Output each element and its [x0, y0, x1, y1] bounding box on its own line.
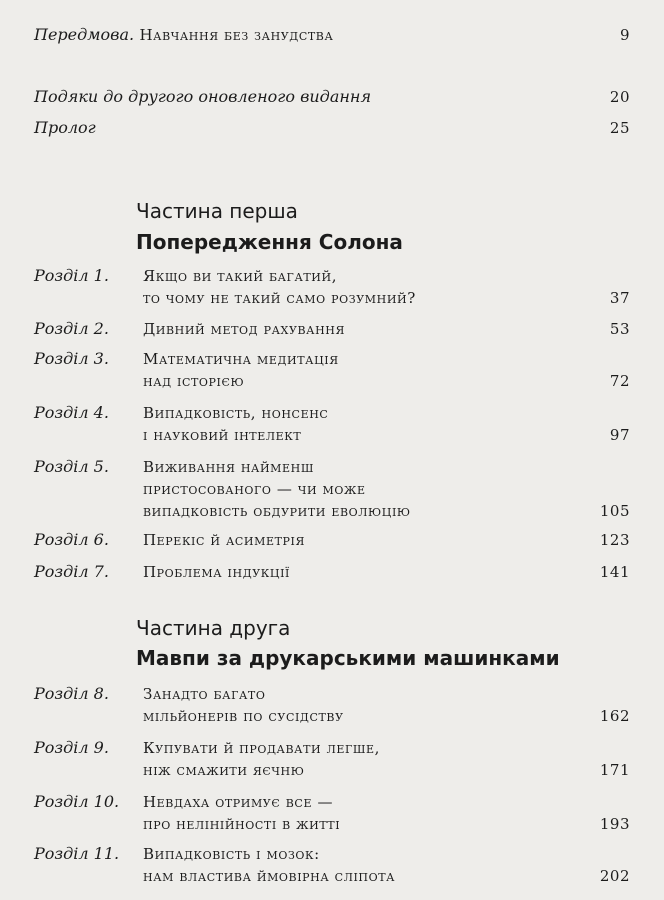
chapter-label: Розділ 8.: [34, 684, 109, 703]
page-number: 105: [599, 502, 630, 520]
entry-title: Подяки до другого оновленого видання: [34, 87, 372, 106]
part-label: Частина перша: [136, 199, 298, 223]
chapter-label: Розділ 7.: [34, 562, 109, 581]
chapter-title-line: Проблема індукції: [143, 563, 290, 581]
page-number: 72: [609, 372, 630, 390]
chapter-title-line: то чому не такий само розумний?: [143, 289, 416, 307]
page-number: 171: [599, 761, 630, 779]
chapter-title-line: Випадковість, нонсенс: [143, 404, 329, 422]
part-title: Мавпи за друкарськими машинками: [136, 646, 560, 670]
entry-label: Передмова.: [34, 25, 135, 44]
page-number: 141: [599, 563, 630, 581]
page-number: 162: [599, 707, 630, 725]
page-number: 20: [609, 88, 630, 106]
chapter-title-line: Математична медитація: [143, 350, 339, 368]
page-number: 193: [599, 815, 630, 833]
page-number: 9: [619, 26, 630, 44]
chapter-title-line: Занадто багато: [143, 685, 266, 703]
chapter-title-line: випадковість обдурити еволюцію: [143, 502, 411, 520]
chapter-title-line: Купувати й продавати легше,: [143, 739, 381, 757]
chapter-title-line: ніж смажити яєчню: [143, 761, 305, 779]
chapter-label: Розділ 3.: [34, 349, 109, 368]
chapter-title-line: Виживання найменш: [143, 458, 314, 476]
chapter-title-line: про нелінійності в житті: [143, 815, 341, 833]
entry-title: Пролог: [34, 118, 96, 137]
chapter-title-line: мільйонерів по сусідству: [143, 707, 344, 725]
chapter-label: Розділ 1.: [34, 266, 109, 285]
chapter-title-line: нам властива ймовірна сліпота: [143, 867, 396, 885]
chapter-title-line: і науковий інтелект: [143, 426, 302, 444]
chapter-label: Розділ 2.: [34, 319, 109, 338]
chapter-title-line: Перекіс й асиметрія: [143, 531, 305, 549]
chapter-title-line: Випадковість і мозок:: [143, 845, 320, 863]
page-number: 53: [609, 320, 630, 338]
page-number: 37: [609, 289, 630, 307]
page-number: 97: [609, 426, 630, 444]
chapter-label: Розділ 10.: [34, 792, 120, 811]
chapter-title-line: пристосованого — чи може: [143, 480, 366, 498]
chapter-label: Розділ 4.: [34, 403, 109, 422]
part-label: Частина друга: [136, 616, 291, 640]
entry-title: Навчання без занудства: [139, 26, 334, 44]
chapter-label: Розділ 6.: [34, 530, 109, 549]
part-title: Попередження Солона: [136, 230, 403, 254]
chapter-label: Розділ 9.: [34, 738, 109, 757]
chapter-title-line: Невдаха отримує все —: [143, 793, 334, 811]
chapter-label: Розділ 11.: [34, 844, 120, 863]
page-number: 25: [609, 119, 630, 137]
chapter-title-line: Якщо ви такий багатий,: [143, 267, 338, 285]
chapter-title-line: над історією: [143, 372, 245, 390]
chapter-label: Розділ 5.: [34, 457, 109, 476]
chapter-title-line: Дивний метод рахування: [143, 320, 345, 338]
page-number: 123: [599, 531, 630, 549]
page-number: 202: [599, 867, 630, 885]
